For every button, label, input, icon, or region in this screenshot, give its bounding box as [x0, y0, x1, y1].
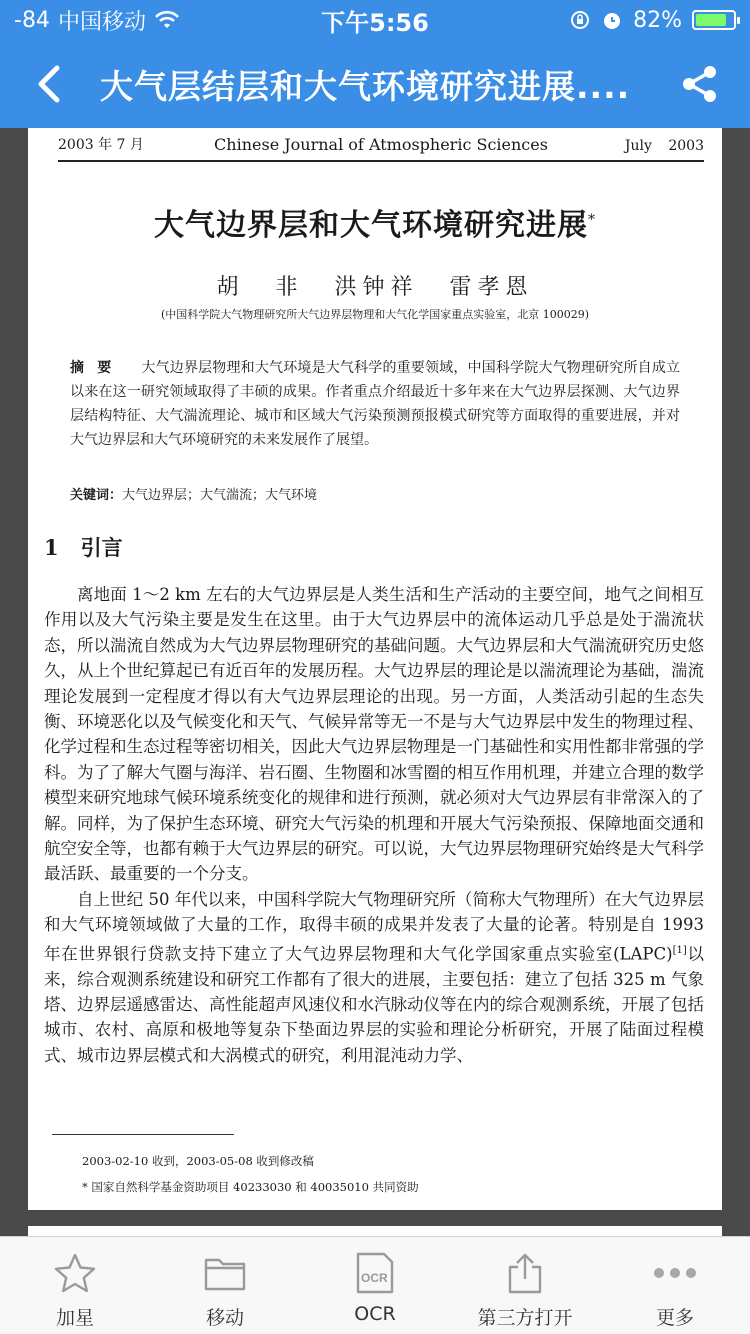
body-paragraph: 离地面 1～2 km 左右的大气边界层是人类生活和生产活动的主要空间，地气之间相互作用以及大气污染主要是发生在这里。由于大气边界层中的流体运动几乎总是处于湍流状态，所以湍流自然成为大气边界层物理研究的基础问题。大气边界层和大气湍流研究历史悠久，从上个世纪算起已有近百年的发展历程。大气边界层的理论是以湍流理论为基础，湍流理论发展到一定程度才得以有大气边界层理论的出现。另一方面，人类活动引起的生态失衡、环境恶化以及气候变化和天气、气候异常等无一不是与大气边界层中发生的物理过程、化学过程和生态过程等密切相关，因此大气边界层物理是一门基础性和实用性都非常强的学科。为了了解大气圈与海洋、岩石圈、生物圈和冰雪圈的相互作用机理，并建立合理的数学模型来研究地球气候环境系统变化的规律和进行预测，就必须对大气边界层有非常深入的了解。同样，为了保护生态环境、研究大气污染的机理和开展大气污染预报、保障地面交通和航空安全等，也都有赖于大气边界层的研究。可以说，大气边界层物理研究始终是大气科学最活跃、最重要的一个分支。	[44, 585, 704, 884]
paper-keywords	[70, 484, 680, 503]
open-with-button[interactable]	[450, 1237, 600, 1334]
journal-name: Chinese Journal of Atmospheric Sciences	[214, 135, 548, 154]
wifi-icon	[154, 10, 180, 30]
title-footnote-mark: *	[588, 212, 596, 228]
journal-header	[58, 128, 704, 162]
toolbar-label: OCR	[354, 1303, 396, 1325]
section-title: 引言	[80, 535, 123, 560]
toolbar-label: 移动	[205, 1307, 244, 1329]
paper-body	[44, 582, 704, 1068]
svg-text:OCR: OCR	[361, 1271, 388, 1285]
star-button[interactable]	[0, 1237, 150, 1334]
toolbar-label: 更多	[655, 1307, 694, 1329]
footnote-divider	[52, 1134, 234, 1135]
bottom-toolbar	[0, 1236, 750, 1334]
paper-authors: 胡 非 洪钟祥 雷孝恩	[216, 275, 534, 300]
alarm-icon	[601, 9, 623, 31]
header-date-cn: 2003 年 7 月	[58, 137, 144, 153]
status-bar	[0, 0, 750, 40]
abstract-label: 摘 要	[70, 360, 116, 376]
paper-title-text: 大气边界层和大气环境研究进展	[154, 208, 588, 243]
nav-bar	[0, 40, 750, 128]
paper-title	[28, 200, 722, 244]
abstract-text: 大气边界层物理和大气环境是大气科学的重要领域，中国科学院大气物理研究所自成立以来在这一研究领域取得了丰硕的成果。作者重点介绍最近十多年来在大气边界层探测、大气边界层结构特征、大气湍流理论、城市和区域大气污染预测预报模式研究等方面取得的重要进展，并对大气边界层和大气环境研究的未来发展作了展望。	[70, 360, 681, 448]
document-title: 大气层结层和大气环境研究进展....	[100, 66, 631, 106]
battery-icon	[692, 10, 736, 30]
share-out-icon	[505, 1251, 545, 1295]
star-icon	[53, 1252, 97, 1294]
footnotes	[82, 1148, 692, 1200]
next-pdf-page	[28, 1226, 722, 1236]
paper-affiliation: (中国科学院大气物理研究所大气边界层物理和大气化学国家重点实验室，北京 100029)	[160, 308, 590, 321]
chevron-left-icon	[35, 64, 65, 104]
ocr-icon	[354, 1251, 396, 1295]
citation-ref[interactable]: [1]	[672, 944, 687, 956]
toolbar-label: 第三方打开	[477, 1307, 573, 1329]
toolbar-label: 加星	[55, 1307, 94, 1329]
ocr-button[interactable]	[300, 1237, 450, 1334]
battery-percent: 82%	[633, 7, 682, 33]
share-button[interactable]	[650, 40, 750, 128]
body-text: 以来，综合观测系统建设和研究工作都有了很大的进展，主要包括：建立了包括 325 m 气象塔、边界层遥感雷达、高性能超声风速仪和水汽脉动仪等在内的综合观测系统，开展了包括城市、农村、高原和极地等复杂下垫面边界层的实验和理论分析研究，开展了陆面过程模式、城市边界层模式和大涡模式的研究，利用混沌动力学、	[44, 944, 704, 1065]
footnote-funding: * 国家自然科学基金资助项目 40233030 和 40035010 共同资助	[82, 1180, 419, 1194]
section-number: 1	[44, 535, 59, 560]
body-paragraph	[44, 887, 704, 1068]
keywords-label: 关键词：	[70, 488, 123, 503]
rotation-lock-icon	[569, 9, 591, 31]
status-time: 下午5:56	[321, 8, 429, 37]
signal-strength: -84	[14, 7, 50, 33]
more-icon	[653, 1266, 697, 1280]
section-heading	[44, 532, 123, 562]
pdf-page	[28, 128, 722, 1210]
footnote-received: 2003-02-10 收到，2003-05-08 收到修改稿	[82, 1154, 314, 1168]
more-button[interactable]	[600, 1237, 750, 1334]
header-date-en: July 2003	[624, 138, 704, 154]
move-button[interactable]	[150, 1237, 300, 1334]
body-text: 自上世纪 50 年代以来，中国科学院大气物理研究所（简称大气物理所）在大气边界层和大气环境领域做了大量的工作，取得丰硕的成果并发表了大量的论著。特别是自 1993 年在世界银行贷款支持下建立了大气边界层物理和大气化学国家重点实验室(LAPC)	[44, 889, 704, 964]
paper-abstract	[70, 356, 680, 452]
document-viewer[interactable]	[0, 128, 750, 1236]
folder-icon	[203, 1254, 247, 1292]
keywords-text: 大气边界层；大气湍流；大气环境	[122, 488, 318, 503]
share-icon	[680, 64, 720, 104]
back-button[interactable]	[0, 40, 100, 128]
carrier-name: 中国移动	[57, 9, 146, 35]
